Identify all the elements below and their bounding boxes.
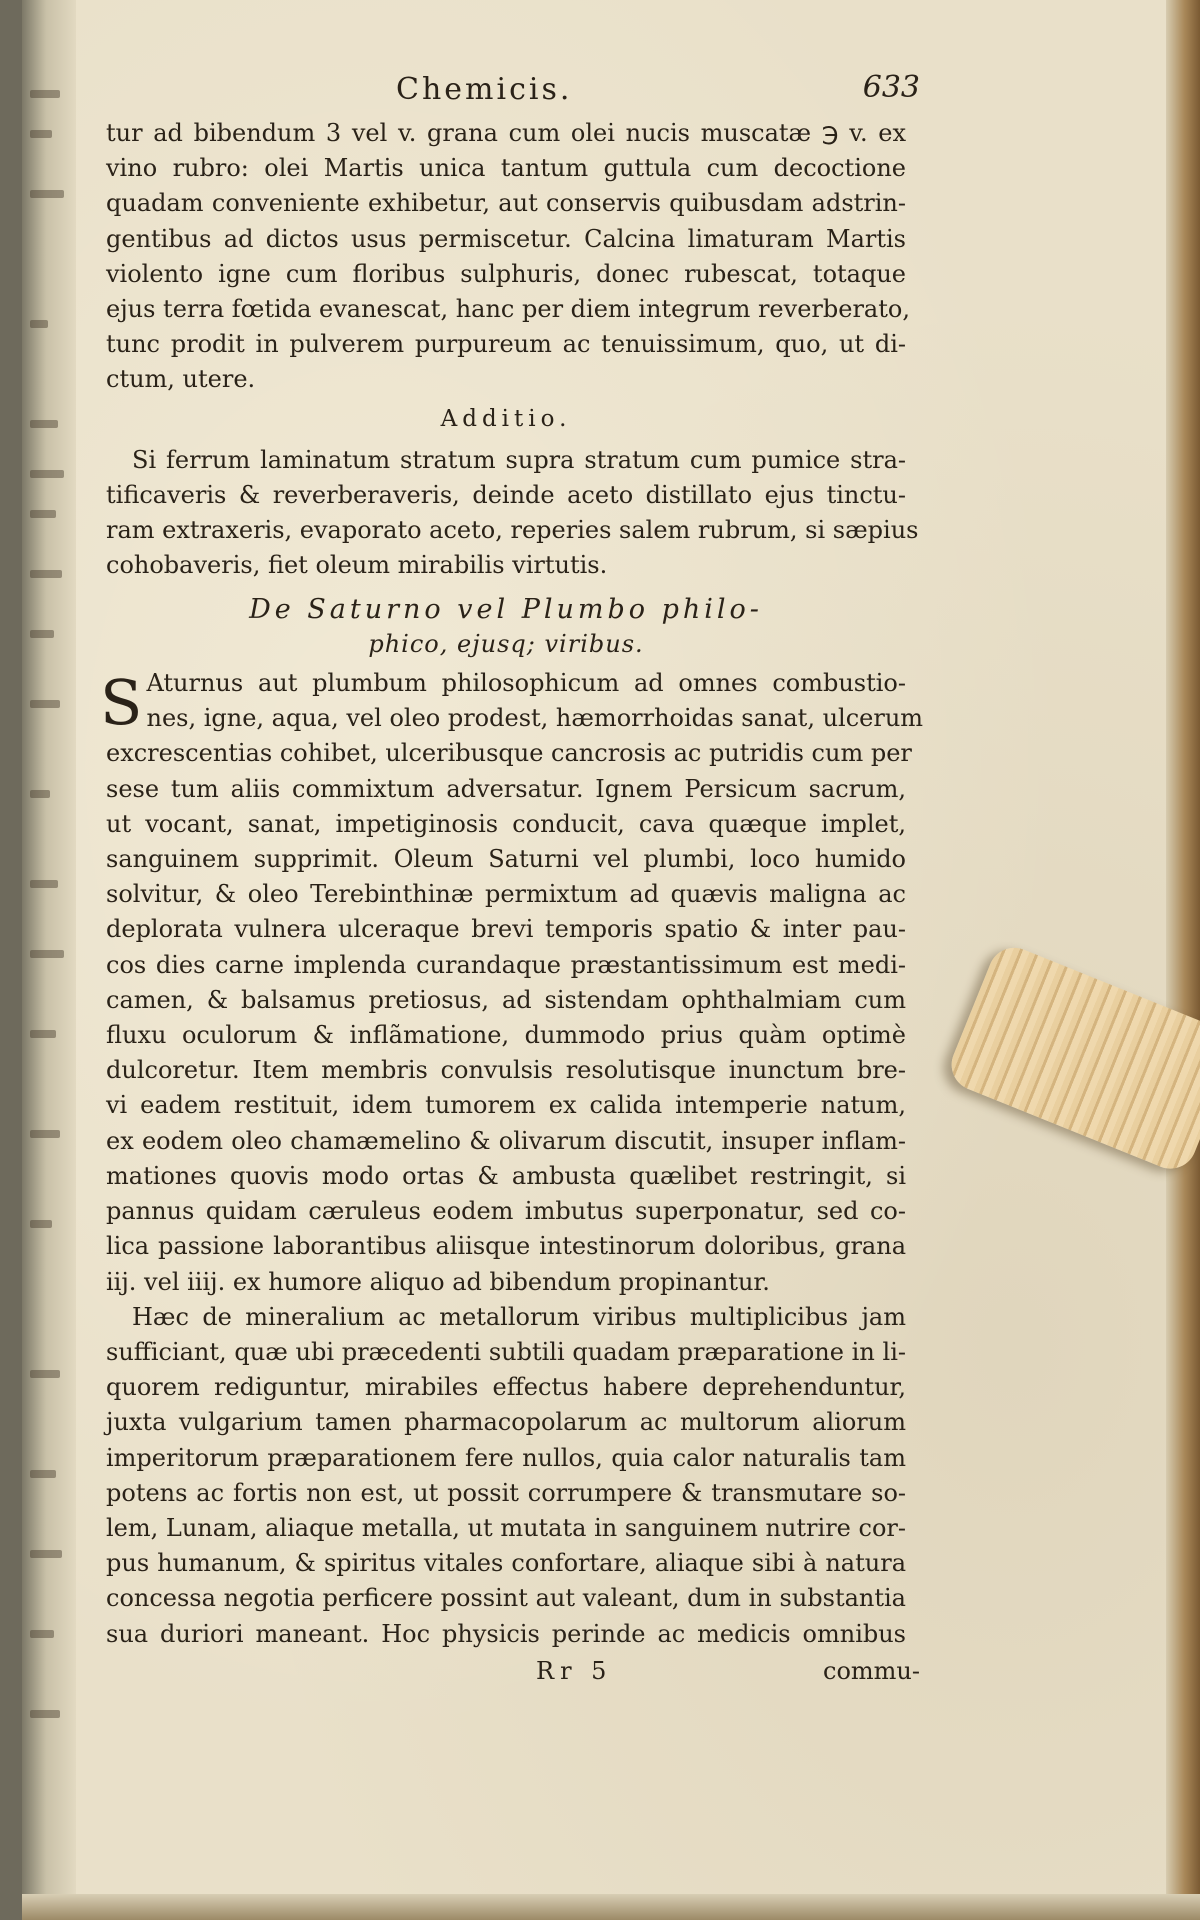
text-line: Si ferrum laminatum stratum supra stratum cum pumice stra- — [132, 445, 906, 474]
text-line: excrescentias cohibet, ulceribusque cancrosis ac putridis cum per — [106, 739, 912, 768]
text-line: ex eodem oleo chamæmelino & olivarum discutit, insuper inflam- — [106, 1126, 906, 1155]
text-line: cos dies carne implenda curandaque præstantissimum est medi- — [106, 950, 906, 979]
section-heading-additio: Additio. — [440, 405, 572, 432]
text-line: violento igne cum floribus sulphuris, donec rubescat, totaque — [106, 259, 906, 288]
text-line: ram extraxeris, evaporato aceto, reperies salem rubrum, si sæpius — [106, 516, 919, 545]
text-line: camen, & balsamus pretiosus, ad sistendam ophthalmiam cum — [106, 985, 906, 1014]
text-line: ejus terra fœtida evanescat, hanc per diem integrum reverberato, — [106, 295, 910, 324]
text-line: Aturnus aut plumbum philosophicum ad omnes combustio- — [146, 669, 906, 698]
paragraph-continuation — [106, 116, 910, 398]
text-line: mationes quovis modo ortas & ambusta quælibet restringit, si — [106, 1161, 906, 1190]
text-line: Hæc de mineralium ac metallorum viribus multiplicibus jam — [132, 1302, 906, 1331]
text-line: fluxu oculorum & inflãmatione, dummodo prius quàm optimè — [106, 1021, 906, 1050]
text-line: lica passione laborantibus aliisque intestinorum doloribus, grana — [106, 1232, 906, 1261]
text-line: ut vocant, sanat, impetiginosis conducit, cava quæque implet, — [106, 809, 906, 838]
running-title: Chemicis. — [396, 72, 573, 107]
text-line: quorem rediguntur, mirabiles effectus habere deprehenduntur, — [106, 1373, 906, 1402]
text-line: tur ad bibendum 3 vel v. grana cum olei nucis muscatæ ℈ v. ex — [106, 119, 906, 147]
text-line: quadam conveniente exhibetur, aut conservis quibusdam adstrin- — [106, 189, 906, 218]
text-line: juxta vulgarium tamen pharmacopolarum ac multorum aliorum — [106, 1408, 906, 1437]
page-stack-edge — [1166, 0, 1200, 1920]
text-line: dulcoretur. Item membris convulsis resolutisque inunctum bre- — [106, 1056, 906, 1085]
text-line: imperitorum præparationem fere nullos, quia calor naturalis tam — [106, 1443, 906, 1472]
gutter-shadow — [22, 0, 76, 1920]
drop-cap: S — [100, 666, 143, 740]
bottom-page-edge — [22, 1894, 1200, 1920]
catchword: commu- — [823, 1656, 920, 1685]
text-line: pus humanum, & spiritus vitales confortare, aliaque sibi à natura — [106, 1549, 906, 1578]
text-line: sanguinem supprimit. Oleum Saturni vel plumbi, loco humido — [106, 845, 906, 874]
text-line: lem, Lunam, aliaque metalla, ut mutata in sanguinem nutrire cor- — [106, 1513, 906, 1542]
text-line: gentibus ad dictos usus permiscetur. Calcina limaturam Martis — [106, 224, 906, 253]
text-line: vino rubro: olei Martis unica tantum guttula cum decoctione — [106, 154, 906, 183]
text-line: solvitur, & oleo Terebinthinæ permixtum ad quævis maligna ac — [106, 880, 906, 909]
text-line: concessa negotia perficere possint aut valeant, dum in substantia — [106, 1584, 906, 1613]
text-line: iij. vel iiij. ex humore aliquo ad bibendum propinantur. — [106, 1267, 770, 1296]
text-line: nes, igne, aqua, vel oleo prodest, hæmorrhoidas sanat, ulcerum — [146, 704, 924, 733]
text-line: cohobaveris, fiet oleum mirabilis virtutis. — [106, 551, 608, 580]
text-line: deplorata vulnera ulceraque brevi temporis spatio & inter pau- — [106, 915, 906, 944]
text-line: sese tum aliis commixtum adversatur. Ignem Persicum sacrum, — [106, 774, 906, 803]
text-line: potens ac fortis non est, ut possit corrumpere & transmutare so- — [106, 1478, 906, 1507]
text-line: pannus quidam cæruleus eodem imbutus superponatur, sed co- — [106, 1197, 906, 1226]
text-line: sua duriori maneant. Hoc physicis perinde ac medicis omnibus — [106, 1619, 906, 1648]
paragraph-saturn — [100, 666, 924, 1300]
paragraph-conclusion — [106, 1300, 906, 1652]
page-text — [100, 68, 924, 1690]
running-header — [106, 68, 920, 116]
paragraph-additio — [106, 443, 919, 584]
section-subheading-saturn: phico, ejusq; viribus. — [368, 629, 644, 658]
page-number: 633 — [862, 70, 920, 105]
text-line: tificaveris & reverberaveris, deinde aceto distillato ejus tinctu- — [106, 481, 906, 510]
section-heading-saturn: De Saturno vel Plumbo philo- — [249, 593, 763, 625]
signature-mark: Rr 5 — [536, 1656, 613, 1685]
text-line: vi eadem restituit, idem tumorem ex calida intemperie natum, — [106, 1091, 906, 1120]
text-line: tunc prodit in pulverem purpureum ac tenuissimum, quo, ut di- — [106, 330, 906, 359]
text-line: sufficiant, quæ ubi præcedenti subtili quadam præparatione in li- — [106, 1337, 906, 1366]
text-line: ctum, utere. — [106, 365, 256, 394]
page-footer — [106, 1654, 920, 1690]
facing-page-bleed — [24, 90, 72, 1790]
